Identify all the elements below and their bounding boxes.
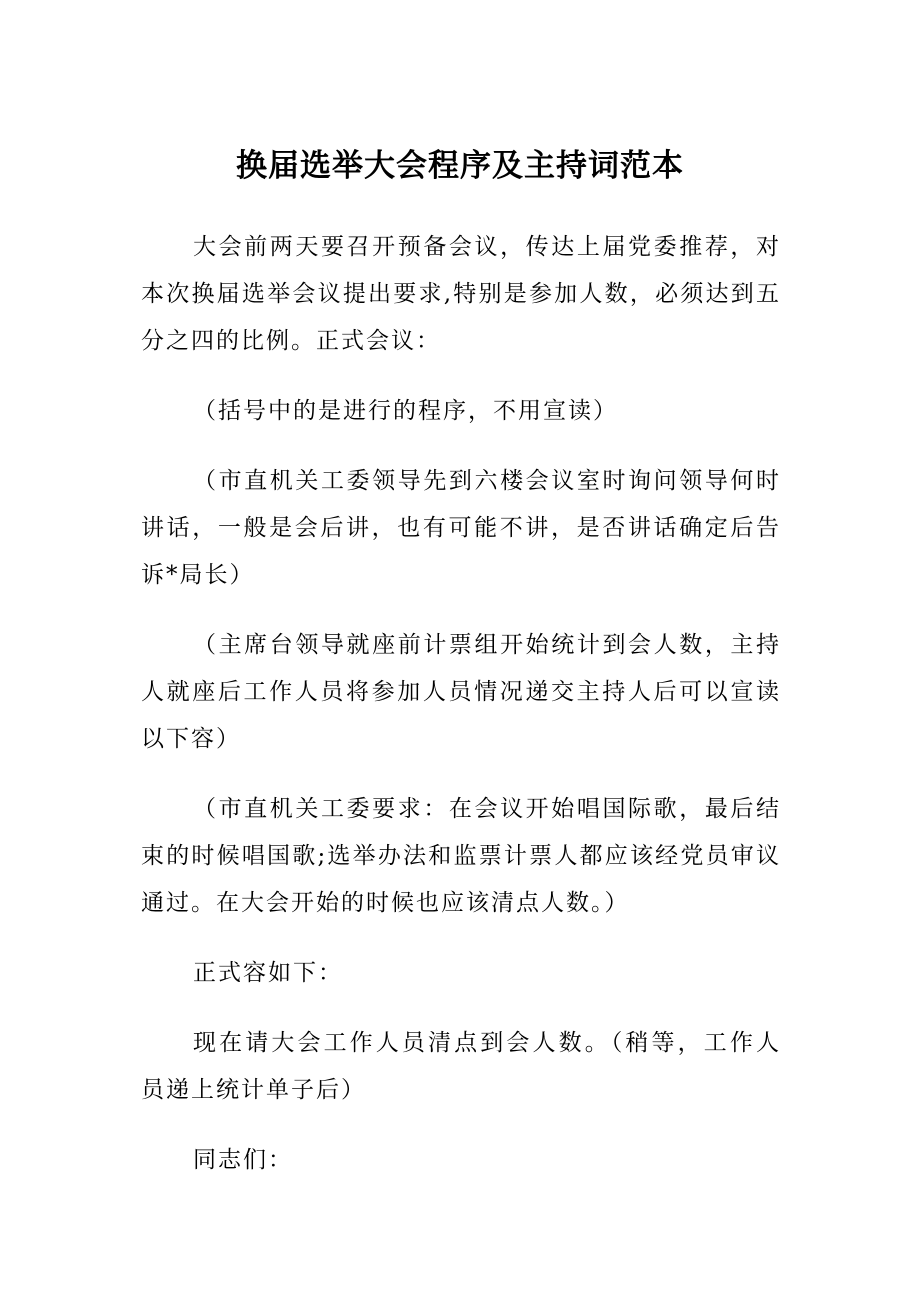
paragraph-bracket-note: （括号中的是进行的程序，不用宣读） xyxy=(193,398,618,424)
paragraph-leader-speech-note: （市直机关工委领导先到六楼会议室时询问领导何时讲话，一般是会后讲，也有可能不讲，是否讲话确定后告诉*局长） xyxy=(141,468,781,588)
document-body xyxy=(141,224,781,1207)
paragraph-formal-content-heading: 正式容如下： xyxy=(193,960,343,986)
paragraph-attendance-count-note: （主席台领导就座前计票组开始统计到会人数，主持人就座后工作人员将参加人员情况递交主持人后可以宣读以下容） xyxy=(141,632,781,752)
paragraph-anthem-requirement: （市直机关工委要求：在会议开始唱国际歌，最后结束的时候唱国歌;选举办法和监票计票人都应该经党员审议通过。在大会开始的时候也应该清点人数。） xyxy=(141,796,781,916)
paragraph-headcount-request: 现在请大会工作人员清点到会人数。（稍等，工作人员递上统计单子后） xyxy=(141,1030,781,1103)
paragraph-salutation: 同志们： xyxy=(193,1147,293,1173)
paragraph-preparatory-meeting: 大会前两天要召开预备会议，传达上届党委推荐，对本次换届选举会议提出要求,特别是参加人数，必须达到五分之四的比例。正式会议： xyxy=(141,234,781,354)
document-title: 换届选举大会程序及主持词范本 xyxy=(236,148,684,184)
